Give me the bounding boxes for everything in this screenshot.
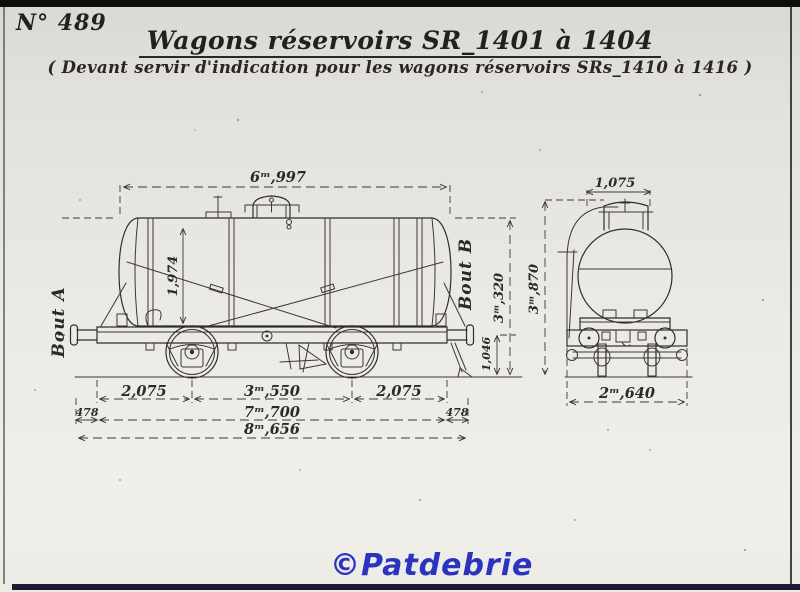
wheel-left — [166, 326, 218, 378]
dim-total-height-label: 3ᵐ,870 — [527, 263, 542, 315]
dim-buffer-axis-height-label: 1,046 — [480, 336, 493, 372]
dim-buffer-proj-left-label: 478 — [75, 406, 99, 419]
tie-rods — [101, 262, 465, 328]
end-view-dimensions — [527, 176, 687, 406]
brake-gear — [280, 343, 326, 372]
buffer-left — [71, 325, 98, 345]
end-view-dome — [599, 199, 653, 230]
dim-over-headstocks-label: 7ᵐ,700 — [244, 404, 300, 421]
label-bout-b: Bout B — [456, 237, 476, 311]
side-view-drawing — [71, 196, 523, 378]
end-view-drawing — [558, 199, 692, 377]
dim-over-buffers-label: 8ᵐ,656 — [244, 421, 300, 438]
buffer-right — [447, 325, 474, 345]
tank-dome — [245, 196, 299, 229]
dim-buffer-proj-right-label: 478 — [445, 406, 469, 419]
document-number: N° 489 — [16, 10, 107, 36]
dim-height-over-tank-label: 3ᵐ,320 — [492, 272, 507, 324]
watermark-credit: ©Patdebrie — [330, 548, 534, 583]
vent-pipe — [206, 196, 231, 218]
tank-bands — [148, 218, 422, 326]
dim-left-overhang-label: 2,075 — [121, 383, 167, 400]
brake-lever — [451, 343, 472, 377]
side-view-dimensions — [49, 169, 516, 438]
page-title: Wagons réservoirs SR_1401 à 1404 — [139, 26, 661, 58]
wheel-right — [326, 326, 378, 378]
label-bout-a: Bout A — [49, 286, 69, 358]
dim-tank-height-label: 1,974 — [166, 255, 181, 297]
dim-wheelbase-label: 3ᵐ,550 — [244, 383, 300, 400]
page-subtitle: ( Devant servir d'indication pour les wagons réservoirs SRs_1410 à 1416 ) — [47, 58, 753, 77]
dim-right-overhang-label: 2,075 — [376, 383, 422, 400]
dim-dome-width-label: 1,075 — [594, 176, 636, 191]
dim-tank-length-label: 6ᵐ,997 — [250, 169, 306, 186]
end-view-wheels — [594, 344, 660, 376]
dim-width-label: 2ᵐ,640 — [599, 385, 655, 402]
